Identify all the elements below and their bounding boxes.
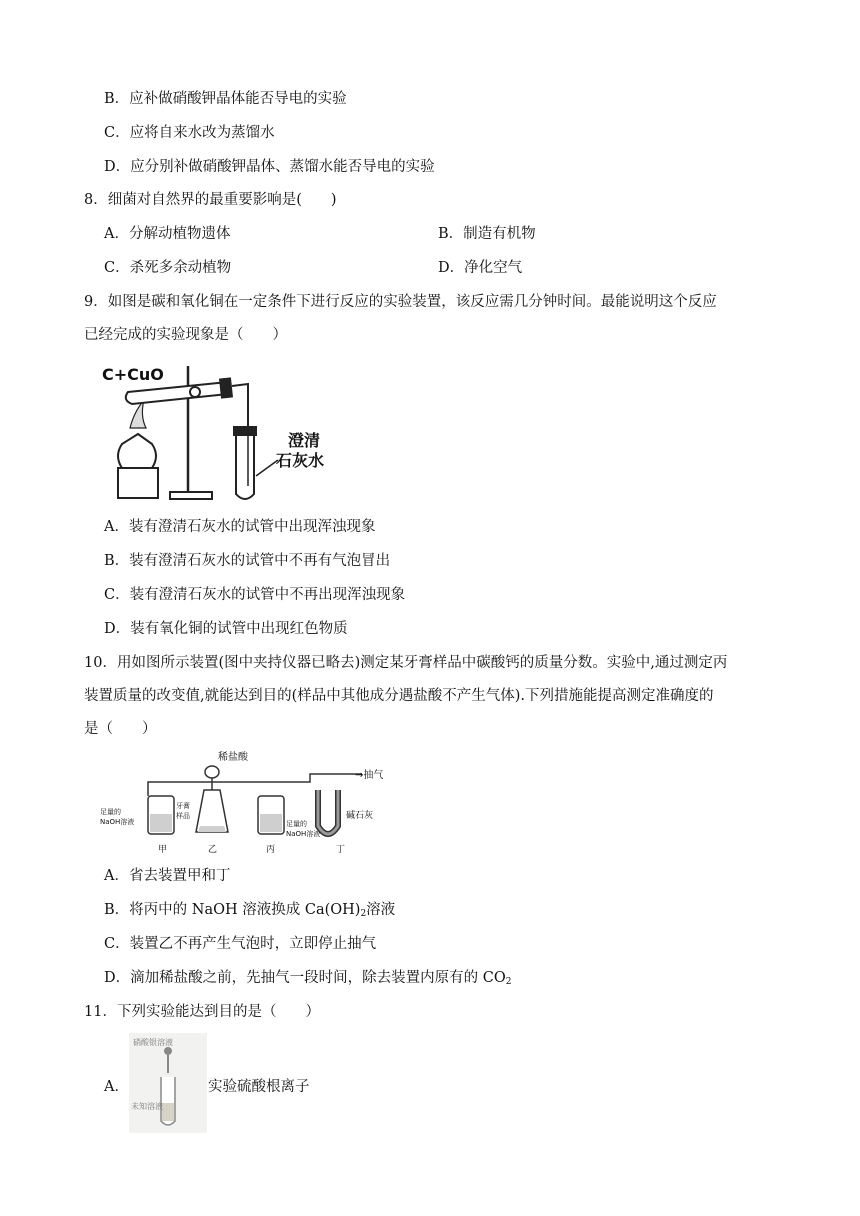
q10-label-ding: 丁 — [336, 845, 346, 855]
q7-option-c: C．应将自来水改为蒸馏水 — [104, 125, 275, 141]
q10-label-naoh-a2: NaOH溶液 — [100, 818, 135, 826]
q10-label-jia: 甲 — [158, 845, 168, 855]
q10-label-sample2: 样品 — [176, 812, 190, 820]
q10-label-naoh-a1: 足量的 — [100, 808, 121, 816]
q10-label-naoh-c1: 足量的 — [286, 820, 307, 828]
q9-option-d: D．装有氧化铜的试管中出现红色物质 — [104, 621, 348, 637]
q8-stem: 8．细菌对自然界的最重要影响是( ) — [84, 192, 337, 208]
q10-stem-line1: 10．用如图所示装置(图中夹持仪器已略去)测定某牙膏样品中碳酸钙的质量分数。实验中,通过测定丙 — [84, 655, 728, 671]
q10-option-b: B．将丙中的 NaOH 溶液换成 $Ca(OH)_2$溶液 — [104, 902, 396, 919]
q8-option-c: C．杀死多余动植物 — [104, 260, 232, 276]
q9-option-c: C．装有澄清石灰水的试管中不再出现浑浊现象 — [104, 587, 406, 603]
q10-label-sample1: 牙膏 — [176, 802, 190, 810]
q10-label-pump: →抽气 — [355, 770, 384, 781]
q10-apparatus-figure — [100, 746, 400, 858]
q11-label-top: 硝酸银溶液 — [133, 1038, 173, 1047]
q7-option-b: B．应补做硝酸钾晶体能否导电的实验 — [104, 91, 347, 107]
q9-option-a: A．装有澄清石灰水的试管中出现浑浊现象 — [104, 519, 376, 535]
q11-option-a-figure — [129, 1033, 207, 1133]
q11-stem: 11．下列实验能达到目的是（ ） — [84, 1004, 320, 1020]
q9-label-reactants: C+CuO — [102, 365, 164, 384]
q10-stem-line2: 装置质量的改变值,就能达到目的(样品中其他成分遇盐酸不产生气体).下列措施能提高测定准确度的 — [84, 688, 714, 704]
q10-option-a: A．省去装置甲和丁 — [104, 868, 231, 884]
q11-option-a-letter: A． — [104, 1079, 129, 1095]
q10-label-acid: 稀盐酸 — [218, 752, 248, 763]
q10-label-yi: 乙 — [208, 845, 218, 855]
q10-option-c: C．装置乙不再产生气泡时，立即停止抽气 — [104, 936, 377, 952]
q10-stem-line3: 是（ ） — [84, 721, 157, 737]
q10-label-lime: 碱石灰 — [346, 811, 374, 821]
q9-stem-line2: 已经完成的实验现象是（ ） — [84, 327, 287, 343]
q11-option-a-text: 实验硫酸根离子 — [208, 1079, 310, 1095]
q8-option-d: D．净化空气 — [438, 260, 523, 276]
q9-label-limewater-2: 石灰水 — [276, 451, 325, 470]
q10-option-d: D．滴加稀盐酸之前，先抽气一段时间，除去装置内原有的 $CO_2$ — [104, 970, 512, 987]
q9-label-limewater-1: 澄清 — [288, 431, 321, 450]
q9-apparatus-figure — [100, 356, 340, 506]
q8-option-b: B．制造有机物 — [438, 226, 536, 242]
q7-option-d: D．应分别补做硝酸钾晶体、蒸馏水能否导电的实验 — [104, 159, 435, 175]
q8-option-a: A．分解动植物遗体 — [104, 226, 231, 242]
q11-label-bottom: 未知溶液 — [131, 1102, 163, 1111]
q10-label-naoh-c2: NaOH溶液 — [286, 830, 321, 838]
q9-stem-line1: 9．如图是碳和氧化铜在一定条件下进行反应的实验装置，该反应需几分钟时间。最能说明这个反应 — [84, 294, 717, 310]
q9-option-b: B．装有澄清石灰水的试管中不再有气泡冒出 — [104, 553, 391, 569]
q10-label-bing: 丙 — [266, 845, 276, 855]
